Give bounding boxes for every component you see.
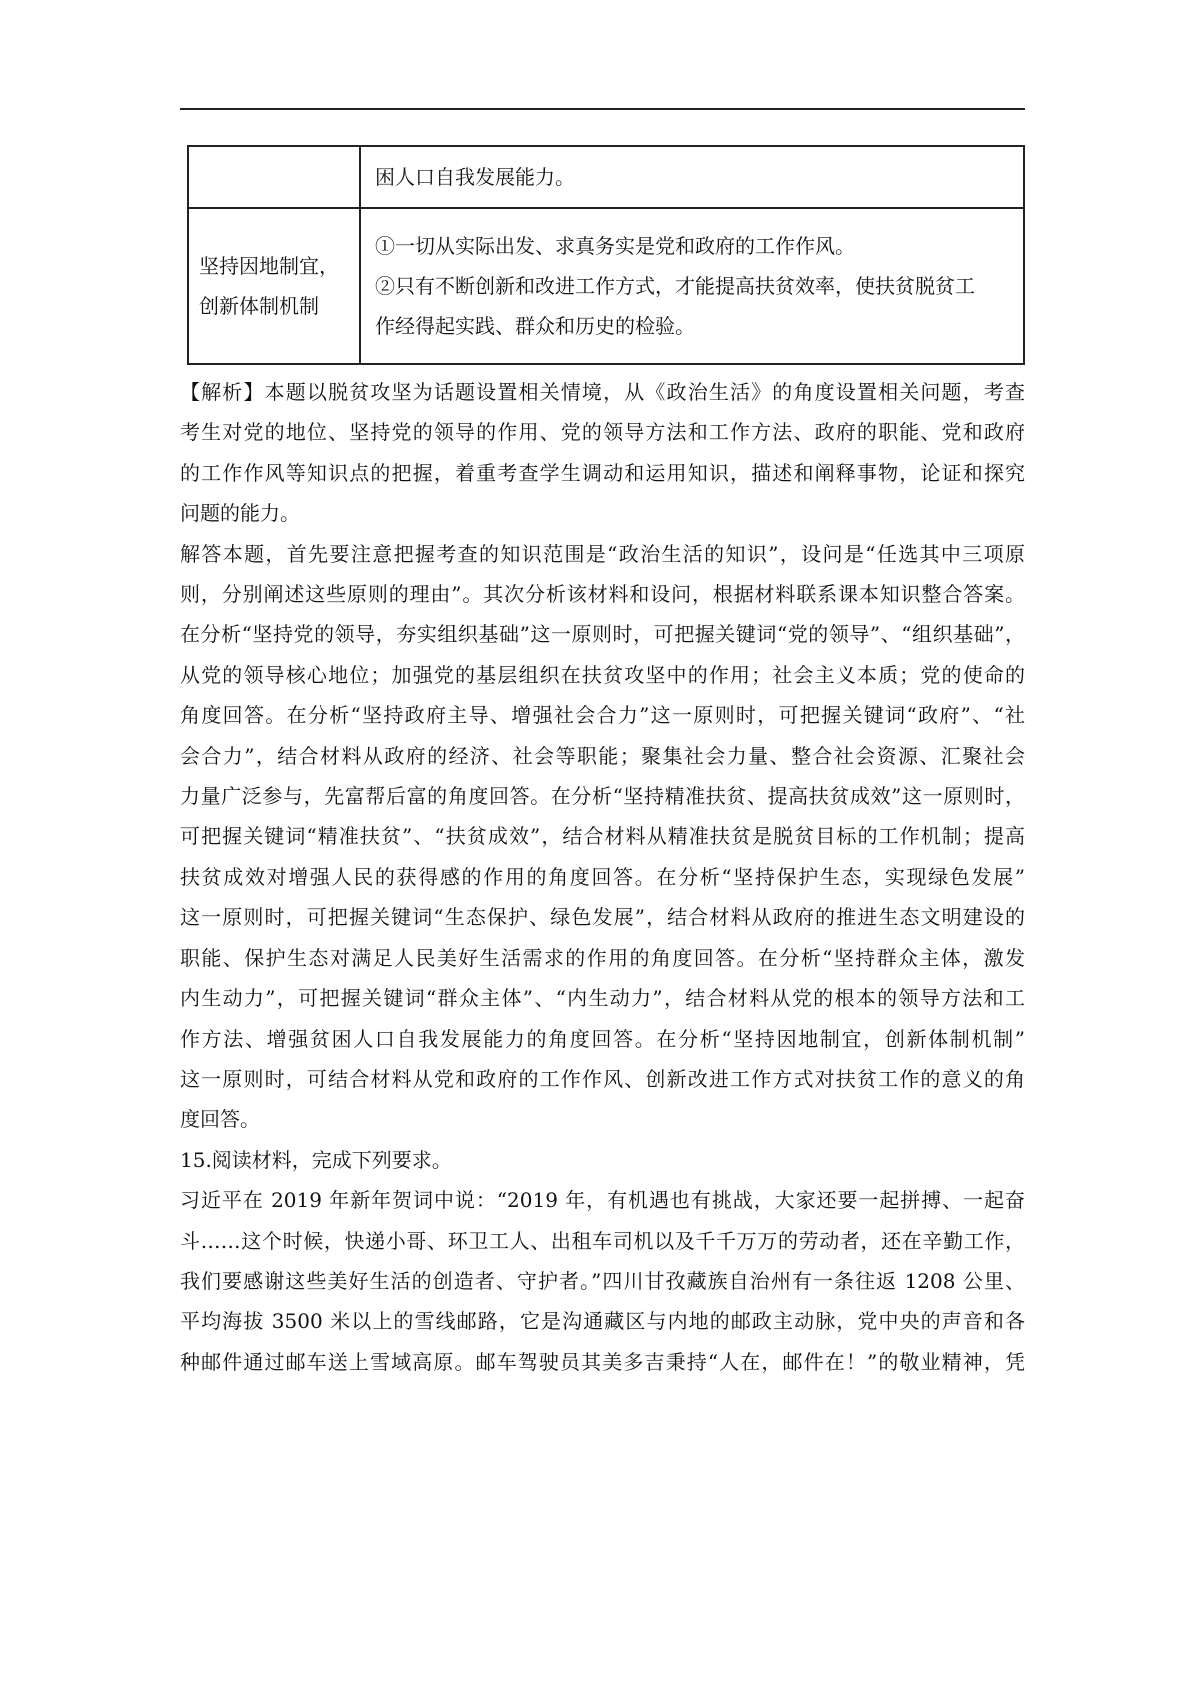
text-line: 解答本题，首先要注意把握考查的知识范围是“政治生活的知识”，设问是“任选其中三项原 xyxy=(180,541,1025,566)
text-line: 内生动力”，可把握关键词“群众主体”、“内生动力”，结合材料从党的根本的领导方法和工 xyxy=(180,986,1025,1011)
reason-line: 困人口自我发展能力。 xyxy=(375,165,575,189)
text-line: 我们要感谢这些美好生活的创造者、守护者。”四川甘孜藏族自治州有一条往返 1208 公里、 xyxy=(180,1268,1025,1293)
reason-line: ②只有不断创新和改进工作方式，才能提高扶贫效率，使扶贫脱贫工 xyxy=(375,274,975,298)
text-line: 力量广泛参与，先富帮后富的角度回答。在分析“坚持精准扶贫、提高扶贫成效”这一原则时， xyxy=(180,784,1025,809)
text-line: 习近平在 2019 年新年贺词中说：“2019 年，有机遇也有挑战，大家还要一起拼搏、一起奋 xyxy=(180,1188,1025,1213)
text-line: 斗……这个时候，快递小哥、环卫工人、出租车司机以及千千万万的劳动者，还在辛勤工作， xyxy=(180,1228,1025,1253)
question-title xyxy=(180,1140,1025,1180)
analysis-paragraph xyxy=(180,372,1025,534)
text-line: 这一原则时，可把握关键词“生态保护、绿色发展”，结合材料从政府的推进生态文明建设的 xyxy=(180,905,1025,930)
text-line: 在分析“坚持党的领导，夯实组织基础”这一原则时，可把握关键词“党的领导”、“组织基础”， xyxy=(180,622,1025,647)
text-line: 的工作作风等知识点的把握，着重考查学生调动和运用知识，描述和阐释事物，论证和探究 xyxy=(180,460,1025,485)
text-line: 问题的能力。 xyxy=(180,501,300,526)
text-line: 这一原则时，可结合材料从党和政府的工作作风、创新改进工作方式对扶贫工作的意义的角 xyxy=(180,1066,1025,1091)
text-line: 作方法、增强贫困人口自我发展能力的角度回答。在分析“坚持因地制宜，创新体制机制” xyxy=(180,1026,1025,1051)
principle-cell xyxy=(188,146,360,208)
text-line: 会合力”，结合材料从政府的经济、社会等职能；聚集社会力量、整合社会资源、汇聚社会 xyxy=(180,743,1025,768)
text-line: 考生对党的地位、坚持党的领导的作用、党的领导方法和工作方法、政府的职能、党和政府 xyxy=(180,420,1025,445)
solution-paragraph xyxy=(180,534,1025,1140)
reason-line: 作经得起实践、群众和历史的检验。 xyxy=(375,314,695,338)
principles-table xyxy=(187,145,1025,365)
text-line: 度回答。 xyxy=(180,1107,260,1132)
text-line: 则，分别阐述这些原则的理由”。其次分析该材料和设问，根据材料联系课本知识整合答案。 xyxy=(180,582,1025,607)
reason-cell xyxy=(360,146,1024,208)
text-line: 角度回答。在分析“坚持政府主导、增强社会合力”这一原则时，可把握关键词“政府”、“社 xyxy=(180,703,1025,728)
reason-cell xyxy=(360,208,1024,364)
text-line: 种邮件通过邮车送上雪域高原。邮车驾驶员其美多吉秉持“人在，邮件在！”的敬业精神，凭 xyxy=(180,1349,1025,1374)
text-line: 【解析】本题以脱贫攻坚为话题设置相关情境，从《政治生活》的角度设置相关问题，考查 xyxy=(180,380,1025,404)
text-line: 15.阅读材料，完成下列要求。 xyxy=(180,1147,452,1172)
principle-line: 坚持因地制宜， xyxy=(199,254,339,278)
text-line: 职能、保护生态对满足人民美好生活需求的作用的角度回答。在分析“坚持群众主体，激发 xyxy=(180,945,1025,970)
text-line: 平均海拔 3500 米以上的雪线邮路，它是沟通藏区与内地的邮政主动脉，党中央的声音和各 xyxy=(180,1309,1025,1334)
page-content xyxy=(180,372,1025,1382)
text-line: 从党的领导核心地位；加强党的基层组织在扶贫攻坚中的作用；社会主义本质；党的使命的 xyxy=(180,662,1025,687)
header-rule xyxy=(180,108,1025,110)
text-line: 扶贫成效对增强人民的获得感的作用的角度回答。在分析“坚持保护生态，实现绿色发展” xyxy=(180,864,1025,889)
table-row xyxy=(188,208,1024,364)
question-material xyxy=(180,1180,1025,1382)
principle-cell xyxy=(188,208,360,364)
table-row xyxy=(188,146,1024,208)
principle-line: 创新体制机制 xyxy=(199,294,319,318)
text-line: 可把握关键词“精准扶贫”、“扶贫成效”，结合材料从精准扶贫是脱贫目标的工作机制；提高 xyxy=(180,824,1025,849)
reason-line: ①一切从实际出发、求真务实是党和政府的工作作风。 xyxy=(375,234,855,258)
